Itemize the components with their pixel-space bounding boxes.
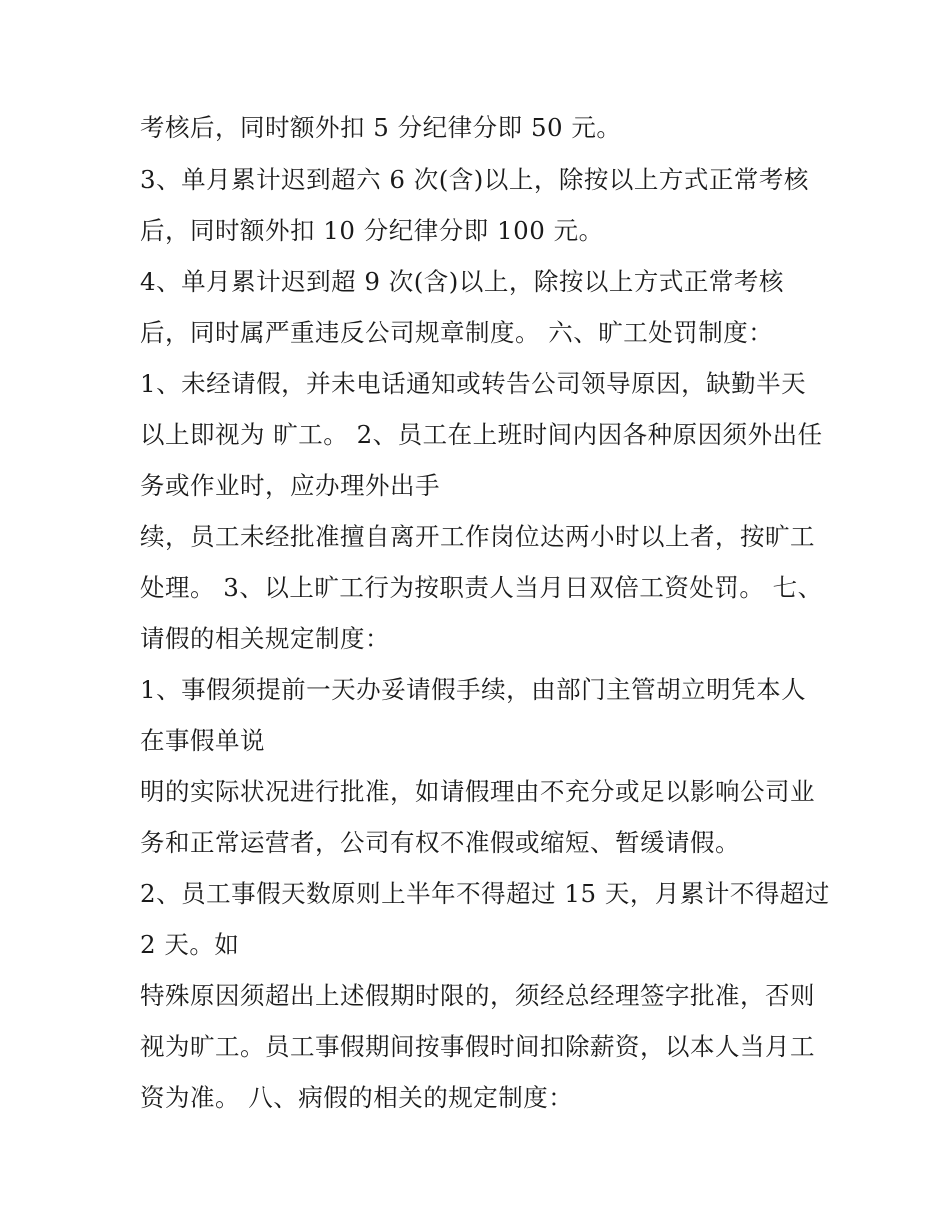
text-line: 请假的相关规定制度： bbox=[140, 624, 390, 653]
text-line: 后，同时属严重违反公司规章制度。 六、旷工处罚制度： bbox=[140, 318, 774, 347]
text-line: 考核后，同时额外扣 5 分纪律分即 50 元。 bbox=[140, 113, 622, 142]
text-line: 4、单月累计迟到超 9 次(含)以上，除按以上方式正常考核 bbox=[140, 267, 784, 296]
text-line: 在事假单说 bbox=[140, 726, 265, 755]
text-line: 特殊原因须超出上述假期时限的，须经总经理签字批准，否则 bbox=[140, 981, 815, 1010]
text-line: 务或作业时，应办理外出手 bbox=[140, 471, 440, 500]
text-line: 3、单月累计迟到超六 6 次(含)以上，除按以上方式正常考核 bbox=[140, 165, 809, 194]
text-line: 资为准。 八、病假的相关的规定制度： bbox=[140, 1083, 574, 1112]
text-line: 2 天。如 bbox=[140, 930, 240, 959]
text-line: 明的实际状况进行批准，如请假理由不充分或足以影响公司业 bbox=[140, 777, 815, 806]
text-line: 处理。 3、以上旷工行为按职责人当月日双倍工资处罚。 七、 bbox=[140, 573, 823, 602]
text-line: 视为旷工。员工事假期间按事假时间扣除薪资，以本人当月工 bbox=[140, 1032, 815, 1061]
text-line: 后，同时额外扣 10 分纪律分即 100 元。 bbox=[140, 216, 604, 245]
text-line: 续，员工未经批准擅自离开工作岗位达两小时以上者，按旷工 bbox=[140, 522, 815, 551]
text-line: 2、员工事假天数原则上半年不得超过 15 天，月累计不得超过 bbox=[140, 879, 830, 908]
text-line: 以上即视为 旷工。 2、员工在上班时间内因各种原因须外出任 bbox=[140, 420, 823, 449]
text-line: 1、未经请假，并未电话通知或转告公司领导原因，缺勤半天 bbox=[140, 369, 807, 398]
text-line: 1、事假须提前一天办妥请假手续，由部门主管胡立明凭本人 bbox=[140, 675, 807, 704]
text-line: 务和正常运营者，公司有权不准假或缩短、暂缓请假。 bbox=[140, 828, 740, 857]
